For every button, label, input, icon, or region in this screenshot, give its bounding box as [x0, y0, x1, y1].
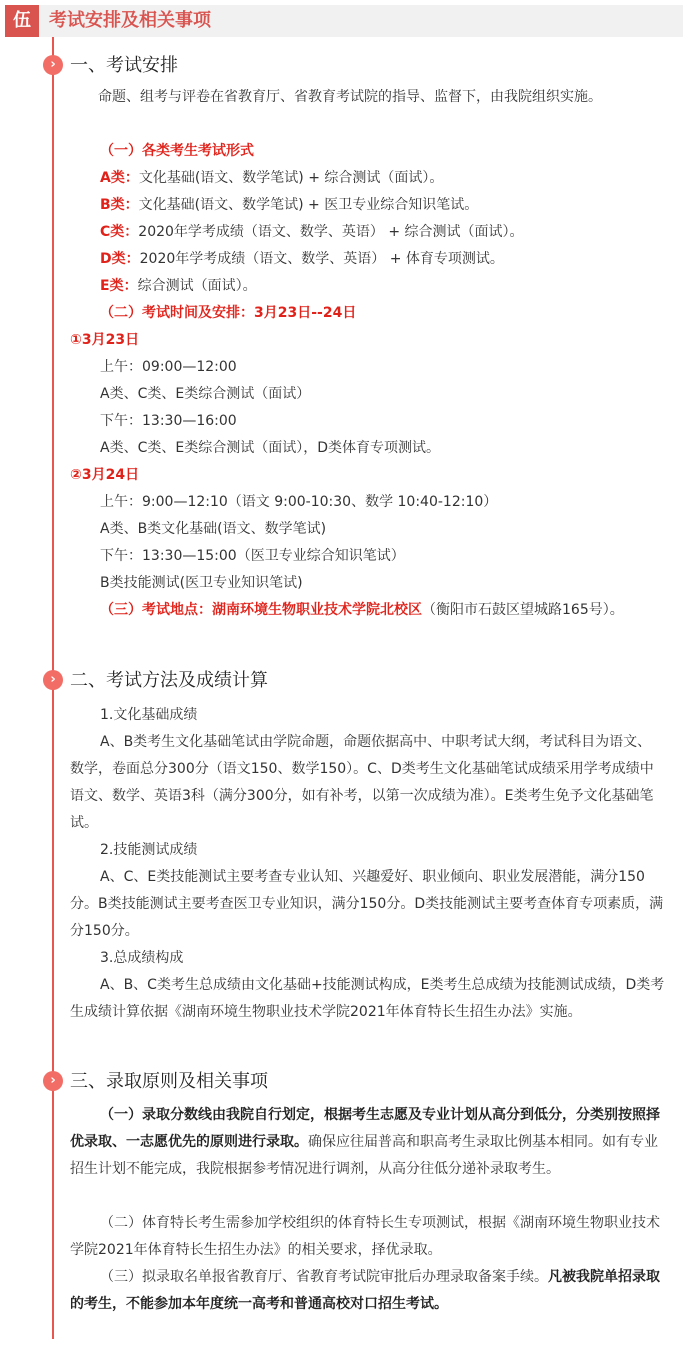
- day2-line: A类、B类文化基础(语文、数学笔试): [100, 521, 327, 537]
- scoring-paragraph: A、B类考生文化基础笔试由学院命题，命题依据高中、中职考试大纲，考试科目为语文、数学，卷面总分300分（语文150、数学150）。C、D类考生文化基础笔试成绩采用学考成绩中语文、数学、英语3科（满分300分，如有补考，以第一次成绩为准）。E类考生免予文化基础笔试。: [70, 734, 654, 831]
- section-badge: 伍: [5, 5, 39, 37]
- section-header: [5, 5, 683, 37]
- section-title: 考试安排及相关事项: [49, 10, 211, 31]
- day2-line: B类技能测试(医卫专业知识笔试): [100, 575, 303, 591]
- day1-line: 上午：09:00—12:00: [100, 359, 237, 375]
- sub-heading-exam-forms: （一）各类考生考试形式: [100, 143, 254, 159]
- day1-label: ①3月23日: [70, 332, 140, 348]
- chevron-right-icon: ›: [43, 1071, 63, 1091]
- scoring-subheading: 1.文化基础成绩: [100, 707, 198, 723]
- scoring-subheading: 2.技能测试成绩: [100, 842, 198, 858]
- admission-paragraph: （三）拟录取名单报省教育厅、省教育考试院审批后办理录取备案手续。凡被我院单招录取的考生，不能参加本年度统一高考和普通高校对口招生考试。: [70, 1269, 660, 1312]
- scoring-paragraph: A、C、E类技能测试主要考查专业认知、兴趣爱好、职业倾向、职业发展潜能，满分150分。B类技能测试主要考查医卫专业知识，满分150分。D类技能测试主要考查体育专项素质，满分150分。: [70, 869, 664, 939]
- sub-heading-exam-time: （二）考试时间及安排：3月23日--24日: [100, 305, 357, 321]
- scoring-subheading: 3.总成绩构成: [100, 950, 184, 966]
- day1-line: 下午：13:30—16:00: [100, 413, 237, 429]
- intro-paragraph: 命题、组考与评卷在省教育厅、省教育考试院的指导、监督下，由我院组织实施。: [98, 89, 602, 105]
- day2-label: ②3月24日: [70, 467, 140, 483]
- heading-admission: 三、录取原则及相关事项: [70, 1071, 268, 1092]
- scoring-paragraph: A、B、C类考生总成绩由文化基础+技能测试构成，E类考生总成绩为技能测试成绩，D类考生成绩计算依据《湖南环境生物职业技术学院2021年体育特长生招生办法》实施。: [70, 977, 665, 1020]
- heading-scoring: 二、考试方法及成绩计算: [70, 670, 268, 691]
- admission-paragraph: （二）体育特长考生需参加学校组织的体育特长生专项测试，根据《湖南环境生物职业技术学院2021年体育特长生招生办法》的相关要求，择优录取。: [70, 1215, 660, 1258]
- day2-line: 上午：9:00—12:10（语文 9:00-10:30、数学 10:40-12:10）: [100, 494, 498, 510]
- form-c-item: C类：2020年学考成绩（语文、数学、英语） + 综合测试（面试）。: [100, 224, 524, 240]
- heading-exam-arrangement: 一、考试安排: [70, 55, 178, 76]
- form-e-item: E类：综合测试（面试）。: [100, 278, 257, 294]
- day1-line: A类、C类、E类综合测试（面试）: [100, 386, 311, 402]
- exam-location: （三）考试地点：湖南环境生物职业技术学院北校区（衡阳市石鼓区望城路165号）。: [100, 602, 624, 618]
- day2-line: 下午：13:30—15:00（医卫专业综合知识笔试）: [100, 548, 405, 564]
- chevron-right-icon: ›: [43, 55, 63, 75]
- form-b-item: B类：文化基础(语文、数学笔试) + 医卫专业综合知识笔试。: [100, 197, 479, 213]
- day1-line: A类、C类、E类综合测试（面试），D类体育专项测试。: [100, 440, 440, 456]
- form-d-item: D类：2020年学考成绩（语文、数学、英语） + 体育专项测试。: [100, 251, 504, 267]
- chevron-right-icon: ›: [43, 670, 63, 690]
- form-a-item: A类：文化基础(语文、数学笔试) + 综合测试（面试）。: [100, 170, 444, 186]
- admission-paragraph: （一）录取分数线由我院自行划定，根据考生志愿及专业计划从高分到低分，分类别按照择优录取、一志愿优先的原则进行录取。确保应往届普高和职高考生录取比例基本相同。如有专业招生计划不能完成，我院根据参考情况进行调剂，从高分往低分递补录取考生。: [70, 1107, 660, 1177]
